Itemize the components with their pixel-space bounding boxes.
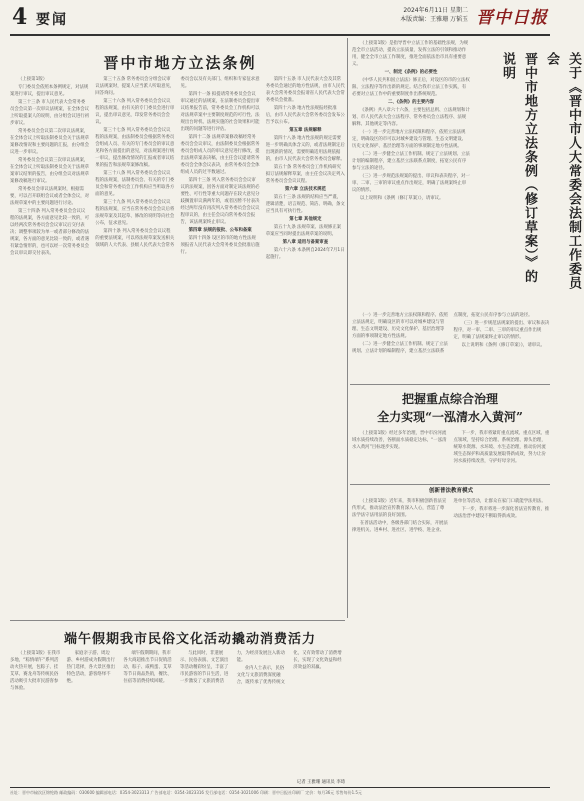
paragraph: 第三十三条 市人民代表大会常务委员会会议第一次审议法规案，在全体会议上听取提案人的说明，由分组会议进行初步审议。 xyxy=(10,100,90,126)
paragraph: （一）进一步完善地方立法权限和程序。依照立法法规定，明确设区的市可以对城乡建设与管理、生态文明建设、历史文化保护、基层治理等方面的事项制定地方性法规。 xyxy=(352,130,467,149)
paragraph: （上接第1版）在我市多地，“粽情端午”系列活动火热开展，包粽子、挂艾草、赛龙舟等传统民俗活动吸引大批市民游客参与体验。 xyxy=(10,651,61,691)
paragraph: 下一步，我市将进一步深化普法宣传教育，推动法治晋中建设不断取得新成效。 xyxy=(453,507,550,519)
vertical-title-line-2: 晋中市地方立法条例（修订草案）》的说明 xyxy=(500,52,537,284)
brief-body xyxy=(352,498,550,783)
paragraph: 第四十一条 拟提请常务委员会会议审议通过的法规案，在法制委员会提出审议结果报告前，常务委员会工作机构可以对法规草案中主要制度规范的可行性、法规出台时机、法规实施的社会效果和可能出现的问题等进行评估。 xyxy=(180,92,260,132)
paragraph: 第三十八条 列入常务委员会会议议程的法规案，法制委员会、有关的专门委员会和常务委员会工作机构应当听取各方面的意见。 xyxy=(95,171,175,197)
paragraph: 第五十条 常务委员会工作机构研究拟订法规解释草案，由主任会议决定列入常务委员会会议议程。 xyxy=(265,165,345,184)
box-title-line-2: 全力实现“一泓清水入黄河” xyxy=(377,410,523,424)
paragraph: 第三十七条 列入常务委员会会议议程的法规案，由法制委员会根据常务委员会组成人员、有关的专门委员会的审议意见和各方面提出的意见，对法规案进行统一审议，提出修改情况的汇报或者审议结果的报告和法规草案修改稿。 xyxy=(95,128,175,168)
explanation-body xyxy=(352,40,470,310)
paragraph: 第三十九条 列入常务委员会会议议程的法规案，应当在常务委员会会议后将法规草案及其起草、修改的说明等向社会公布，征求意见。 xyxy=(95,200,175,226)
paragraph: （二）进一步健全立法工作机制。规定了立法规划、立法计划的编制程序，建立基层立法联系点制度，拓宽公民有序参与立法的途径。 xyxy=(352,152,470,171)
paragraph: 第三十六条 列入常务委员会会议议程的法规案，由有关的专门委员会进行审议，提出审议意见，印发常务委员会会议。 xyxy=(95,99,175,125)
paragraph: （二）进一步健全立法工作机制。规定了立法规划、立法计划的编制程序，建立基层立法联系点制度，拓宽公民有序参与立法的途径。 xyxy=(352,313,533,354)
paragraph: 业内人士表示，民俗文化与文旅消费深度融合，既传承了优秀传统文化，又有效带动了消费增长，实现了文化效益和经济效益的双赢。 xyxy=(236,651,342,685)
paragraph: 常务委员会会议第二次审议法规案，在全体会议上听取法制委员会关于法规草案修改情况和主要问题的汇报，由分组会议进一步审议。 xyxy=(10,129,90,155)
bottom-rule xyxy=(10,620,345,621)
paragraph: 以上说明和《条例（修订草案）》，请审议。 xyxy=(360,196,444,201)
paragraph: 第四十条 列入常务委员会会议议程的重要法规案，可以将法规草案发送相关领域的人大代表、县级人民代表大会常务委员会以及有关部门、组织和专家征求意见。 xyxy=(95,77,260,248)
paragraph: （上接第1版）近年来，我市积极创新普法宣传形式，推动法治宣传教育深入人心，营造了尊法学法守法用法的良好氛围。 xyxy=(352,499,447,518)
section-name: 要闻 xyxy=(36,12,68,28)
date-line: 2024年6月11日 星期二 xyxy=(403,7,468,14)
paragraph: 第五十九条 法规草案、法规修正案草案应当同时提出法规草案的说明。 xyxy=(265,225,342,237)
paragraph: 与此同时，非遗展示、民俗表演、文艺演出等活动精彩纷呈，丰富了市民游客的节日生活，进一步激发了文旅消费活力，为经济发展注入新动能。 xyxy=(179,651,285,684)
paragraph: 第四十六条 地方性法规报经批准后，由市人民代表大会常务委员会发布公告予以公布。 xyxy=(265,106,345,125)
paragraph: 第四章 法规的报批、公布和备案 xyxy=(188,228,252,233)
bottom-article-title: 端午假期我市民俗文化活动撬动消费活力 xyxy=(63,632,316,647)
explanation-vertical-title xyxy=(496,52,584,292)
brief-rule xyxy=(350,484,550,485)
page-header xyxy=(0,0,560,36)
box-article-body xyxy=(352,430,550,480)
main-article-body xyxy=(10,76,345,601)
box-title-line-1: 把握重点综合治理 xyxy=(401,392,498,406)
paragraph: （上接第1版）是指导晋中立法工作的基础性法规，为规范全市立法活动，提高立法质量，发挥立法的引领和推动作用，健全全市立法工作制度，推进全面依法治市具有重要意义。 xyxy=(352,41,469,67)
column-divider xyxy=(347,38,348,618)
main-article-title: 晋中市地方立法条例 xyxy=(103,54,257,72)
paragraph: 《条例》共八章六十六条，主要包括总则、立法规划和计划、市人民代表大会立法程序、常务委员会立法程序、法规解释、其他规定等内容。 xyxy=(352,108,470,127)
paragraph: 专门委员会依照本条例规定，对法规案进行审议，提出审议意见。 xyxy=(10,85,89,97)
footer-rule xyxy=(10,787,550,788)
paragraph: 下一步，我市将紧盯重点流域、重点区域、重点领域，坚持综合治理、系统治理、源头治理，统筹水资源、水环境、水生态治理，推动汾河流域生态保护和高质量发展取得新成效，努力让汾河水质持续改善，守护好母亲河。 xyxy=(453,431,550,464)
paragraph: 第四十五条 市人民代表大会及其常务委员会通过的地方性法规，由市人民代表大会常务委员会报请省人民代表大会常务委员会批准。 xyxy=(265,77,345,103)
paragraph: 常务委员会审议法规案时，根据需要，可以召开联组会议或者全体会议，对法规草案中的主要问题进行讨论。 xyxy=(10,187,90,206)
page-number: 4 xyxy=(12,4,28,30)
paragraph: 第三十四条 列入常务委员会会议议程的法规案，各方面意见比较一致的，可以经两次常务委员会会议审议后交付表决；调整事项较为单一或者部分修改的法规案，各方面的意见比较一致的，或者遇有紧急情形的，也可以经一次常务委员会会议审议即交付表决。 xyxy=(10,209,90,256)
paragraph: 常务委员会会议第三次审议法规案，在全体会议上听取法制委员会关于法规草案审议结果的报告，由分组会议对法规草案修改稿进行审议。 xyxy=(10,158,90,184)
bottom-byline: 记者 王雅珊 通讯员 李琦 xyxy=(296,780,345,785)
paragraph: 以上说明和《条例（修订草案）》，请审议。 xyxy=(461,343,545,348)
editor-line: 本版责编：王雅珊 万韬玉 xyxy=(400,16,468,23)
paragraph: 第五章 法规解释 xyxy=(289,128,322,133)
paragraph: 端午假期期间，我市各大商超推出节日促销活动，粽子、咸鸭蛋、艾草等节日商品热销，餐饮、住宿等消费持续回暖。 xyxy=(123,651,172,684)
paragraph: （三）进一步规范法规案的提出、审议和表决程序，对一审、二审、三审的审议重点作出规定，明确了法规案终止审议的情形。 xyxy=(352,174,470,193)
paragraph: 第五十三条 法规的结构应当严谨，逻辑清楚，语言规范、简洁、明确，条文应当具有可执行性。 xyxy=(265,195,345,214)
paragraph: （上接第1版） xyxy=(18,77,48,82)
footer: 社址：晋中市榆次区锦纶路 邮政编码：030600 编辑部电话：0354-3023313 广告部电话：0354-3023316 发行部电话：0354-3021006 印刷：晋中日报社印刷厂 定价：每月36元 零售每份1.5元 xyxy=(10,790,362,795)
paragraph: （三）进一步规范法规案的提出、审议和表决程序，对一审、二审、三审的审议重点作出规定，明确了法规案终止审议的情形。 xyxy=(453,321,550,340)
paragraph: 第六十六条 本条例自2024年7月1日起施行。 xyxy=(265,248,345,260)
vertical-title-line-1: 关于《晋中市人大常委会法制工作委员会 xyxy=(544,52,581,290)
paragraph: 一、制定《条例》的必要性 xyxy=(384,70,438,75)
box-rule xyxy=(350,384,550,385)
bottom-article-body xyxy=(10,650,345,778)
paragraph: 在普法活动中，各级各部门结合实际，开展法律进机关、进乡村、进社区、进学校、进企业、进单位等活动，让群众在家门口就能学法用法。 xyxy=(352,499,546,533)
paragraph: 《中华人民共和国立法法》修正后，对设区的市的立法权限、立法程序等作出新的规定。结合我市立法工作实践，有必要对立法工作中的重要制度作出系统规范。 xyxy=(352,78,470,97)
newspaper-logo: 晋中日报 xyxy=(476,8,548,28)
paragraph: （上接第1版）经过多年治理，晋中市汾河流域水质持续改善，各断面水质稳定达标，“一泓清水入黄河”目标逐步实现。 xyxy=(352,431,447,450)
paragraph: （一）进一步完善地方立法权限和程序。依照立法法规定，明确设区的市可以对城乡建设与管理、生态文明建设、历史文化保护、基层治理等方面的事项制定地方性法规。 xyxy=(352,313,448,339)
paragraph: 二、《条例》的主要内容 xyxy=(387,100,435,105)
paragraph: 第四十八条 地方性法规的规定需要进一步明确具体含义的，或者法规制定后出现新的情况，需要明确适用法规依据的，由市人民代表大会常务委员会解释。 xyxy=(265,136,345,162)
header-rule xyxy=(10,34,550,36)
date-block xyxy=(400,6,468,24)
paragraph: 家庭亲子游、周边游、乡村游成为假期出行热门选择，各大景区推出特色活动，游客络绎不绝。 xyxy=(66,651,115,684)
brief-title: 创新普法教育模式 xyxy=(428,488,473,494)
paragraph: 第四十三条 列入常务委员会会议审议的法规案，因各方面对制定该法规的必要性、可行性等重大问题存在较大意见分歧搁置审议满两年的，或者因暂不付表决经过两年没有再次列入常务委员会会议议程审议的，由主任会议向常务委员会报告，该法规案终止审议。 xyxy=(180,178,260,225)
paragraph: 第六章 立法技术规范 xyxy=(284,187,326,192)
paragraph: 第三十五条 常务委员会分组会议审议法规案时，提案人应当派人听取意见，回答询问。 xyxy=(95,77,175,96)
paragraph: 第八章 适用与备案审查 xyxy=(282,240,329,245)
paragraph: 第四十二条 法规草案修改稿经常务委员会会议审议，由法制委员会根据常务委员会组成人员的审议意见进行修改，提出法规草案表决稿，由主任会议提请常务委员会全体会议表决，由常务委员会全体组成人员的过半数通过。 xyxy=(180,135,260,175)
paragraph: 第七章 其他规定 xyxy=(289,217,322,222)
explanation-body-continued xyxy=(352,312,550,382)
paragraph: 第四十四条 设区的市的地方性法规须报省人民代表大会常务委员会批准后施行。 xyxy=(180,236,260,255)
